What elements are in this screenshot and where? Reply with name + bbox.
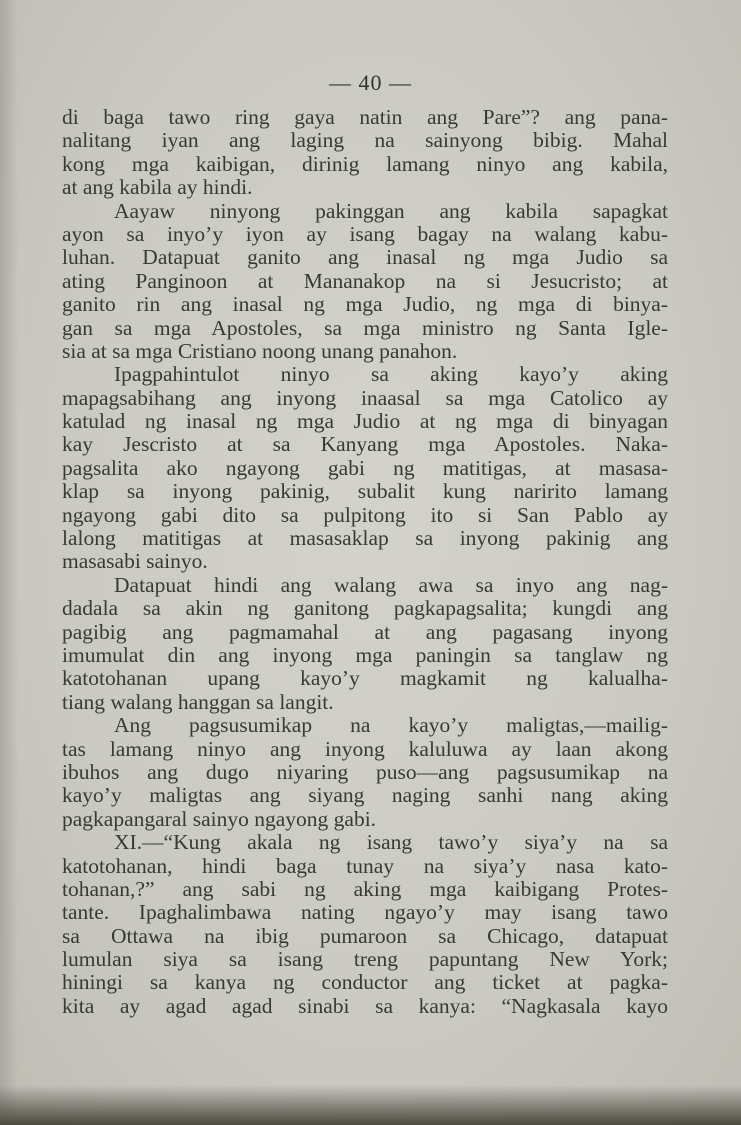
text-line: ibuhos ang dugo niyaring puso—ang pagsusumikap na xyxy=(62,759,668,784)
text-line: kong mga kaibigan, dirinig lamang ninyo ang kabila, xyxy=(62,151,668,176)
paragraph xyxy=(62,106,668,200)
text-line: tiang walang hanggan sa langit. xyxy=(62,689,334,714)
paragraph xyxy=(62,363,668,574)
text-line: katotohanan upang kayo’y magkamit ng kalualha- xyxy=(62,666,668,691)
text-line: XI.—“Kung akala ng isang tawo’y siya’y na sa xyxy=(114,830,668,855)
text-line: tas lamang ninyo ang inyong kaluluwa ay laan akong xyxy=(62,736,668,761)
text-line: luhan. Datapuat ganito ang inasal ng mga Judio sa xyxy=(62,245,668,270)
text-line: pagsalita ako ngayong gabi ng matitigas, at masasa- xyxy=(62,455,668,480)
text-line: nalitang iyan ang laging na sainyong bibig. Mahal xyxy=(62,128,668,153)
text-line: klap sa inyong pakinig, subalit kung naririto lamang xyxy=(62,479,668,504)
text-line: ngayong gabi dito sa pulpitong ito si San Pablo ay xyxy=(62,502,668,527)
paragraph xyxy=(62,574,668,714)
text-line: tante. Ipaghalimbawa nating ngayo’y may isang tawo xyxy=(62,900,668,925)
page-edge-shadow xyxy=(0,0,18,1125)
text-line: ganito rin ang inasal ng mga Judio, ng mga di binya- xyxy=(62,292,668,317)
text-line: dadala sa akin ng ganitong pagkapagsalita; kungdi ang xyxy=(62,596,668,621)
text-line: Ang pagsusumikap na kayo’y maligtas,—mailig- xyxy=(114,713,668,738)
text-line: ayon sa inyo’y iyon ay isang bagay na walang kabu- xyxy=(62,221,668,246)
text-line: masasabi sainyo. xyxy=(62,549,208,574)
text-line: Datapuat hindi ang walang awa sa inyo ang nag- xyxy=(114,572,668,597)
page-number: — 40 — xyxy=(329,70,412,95)
text-line: at ang kabila ay hindi. xyxy=(62,175,253,200)
text-line: katulad ng inasal ng mga Judio at ng mga di binyagan xyxy=(62,409,668,434)
text-line: di baga tawo ring gaya natin ang Pare”? ang pana- xyxy=(62,105,668,129)
text-line: gan sa mga Apostoles, sa mga ministro ng Santa Igle- xyxy=(62,315,668,340)
text-line: Aayaw ninyong pakinggan ang kabila sapagkat xyxy=(114,198,668,223)
text-line: mapagsabihang ang inyong inaasal sa mga Catolico ay xyxy=(62,385,668,410)
page-bottom-shadow xyxy=(0,1085,741,1125)
text-line: imumulat din ang inyong mga paningin sa tanglaw ng xyxy=(62,642,668,667)
text-line: kayo’y maligtas ang siyang naging sanhi nang aking xyxy=(62,783,668,808)
text-line: pagibig ang pagmamahal at ang pagasang inyong xyxy=(62,619,668,644)
body-text xyxy=(62,106,668,1018)
text-line: hiningi sa kanya ng conductor ang ticket at pagka- xyxy=(62,970,668,995)
text-line: Ipagpahintulot ninyo sa aking kayo’y aking xyxy=(114,362,668,387)
text-line: kay Jescristo at sa Kanyang mga Apostoles. Naka- xyxy=(62,432,668,457)
paragraph xyxy=(62,714,668,831)
text-line: tohanan,?” ang sabi ng aking mga kaibigang Protes- xyxy=(62,876,668,901)
text-line: lumulan siya sa isang treng papuntang New York; xyxy=(62,947,668,972)
text-line: sia at sa mga Cristiano noong unang panahon. xyxy=(62,338,458,363)
text-line: pagkapangaral sainyo ngayong gabi. xyxy=(62,806,377,831)
text-line: ating Panginoon at Mananakop na si Jesucristo; at xyxy=(62,268,668,293)
text-line: sa Ottawa na ibig pumaroon sa Chicago, datapuat xyxy=(62,923,668,948)
text-line: lalong matitigas at masasaklap sa inyong pakinig ang xyxy=(62,526,668,551)
paragraph xyxy=(62,200,668,364)
paragraph xyxy=(62,831,668,1018)
text-line: katotohanan, hindi baga tunay na siya’y nasa kato- xyxy=(62,853,668,878)
text-line: kita ay agad agad sinabi sa kanya: “Nagkasala kayo xyxy=(62,993,668,1018)
